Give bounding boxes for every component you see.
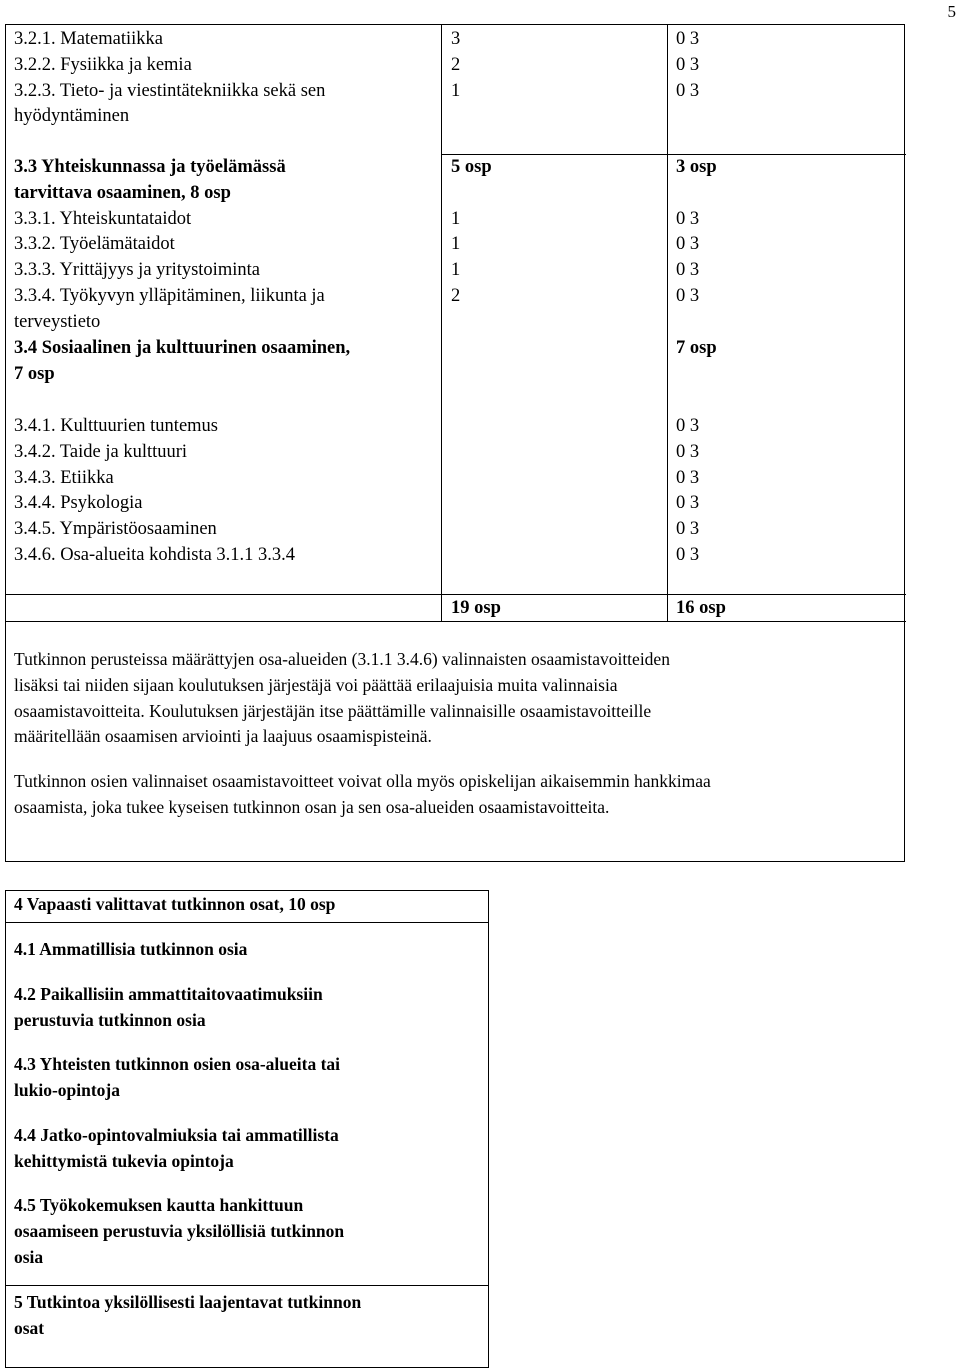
section-heading: 3.4 Sosiaalinen ja kulttuurinen osaaminen, bbox=[14, 338, 351, 358]
item-line: perustuvia tutkinnon osia bbox=[14, 1010, 206, 1030]
row-divider-totals-bottom bbox=[6, 621, 906, 622]
note-line: osaamista, joka tukee kyseisen tutkinnon osan ja sen osa-alueiden osaamistavoitteita. bbox=[14, 796, 610, 817]
optional-units-table bbox=[5, 890, 489, 1368]
section-heading: tarvittava osaaminen, 8 osp bbox=[14, 182, 231, 203]
value: 1 bbox=[451, 260, 461, 281]
label: 3.4.3. Etiikka bbox=[14, 467, 114, 488]
label: hyödyntäminen bbox=[14, 106, 130, 127]
value: 0 3 bbox=[676, 467, 700, 488]
value: 0 3 bbox=[676, 441, 700, 462]
table2-divider bbox=[6, 922, 488, 923]
grand-total-col3: 16 osp bbox=[676, 598, 726, 618]
value: 0 3 bbox=[676, 416, 700, 436]
value: 2 bbox=[451, 285, 461, 306]
col-divider-2 bbox=[667, 25, 668, 594]
label: 3.4.1. Kulttuurien tuntemus bbox=[14, 416, 218, 436]
section-total: 7 osp bbox=[676, 338, 717, 358]
label: 3.3.1. Yhteiskuntataidot bbox=[14, 208, 192, 229]
section-33-col3 bbox=[676, 155, 717, 310]
section-32-col2 bbox=[451, 27, 460, 104]
value: 0 3 bbox=[676, 29, 700, 49]
row-divider-cols bbox=[441, 154, 906, 155]
label: 3.4.4. Psykologia bbox=[14, 493, 143, 514]
section-32-col3 bbox=[676, 27, 699, 104]
col-divider-1 bbox=[441, 25, 442, 594]
value: 0 3 bbox=[676, 80, 700, 101]
note-line: määritellään osaamisen arviointi ja laajuus osaamispisteinä. bbox=[14, 726, 432, 747]
label: 3.2.2. Fysiikka ja kemia bbox=[14, 54, 192, 75]
label: 3.4.6. Osa-alueita kohdista 3.1.1 3.3.4 bbox=[14, 544, 296, 565]
table2-item bbox=[14, 1192, 474, 1270]
note-paragraph-1 bbox=[14, 647, 894, 750]
section-total: 5 osp bbox=[451, 157, 492, 177]
label: 3.3.3. Yrittäjyys ja yritystoiminta bbox=[14, 260, 260, 281]
table2-item bbox=[14, 936, 474, 962]
grand-total-col2: 19 osp bbox=[451, 598, 501, 618]
table2-footer bbox=[14, 1289, 474, 1341]
item-line: 4.1 Ammatillisia tutkinnon osia bbox=[14, 939, 248, 959]
table2-heading: 4 Vapaasti valittavat tutkinnon osat, 10 osp bbox=[14, 894, 336, 914]
table2-item bbox=[14, 981, 474, 1033]
note-paragraph-2 bbox=[14, 769, 894, 821]
section-34-heading bbox=[14, 336, 350, 388]
value: 0 3 bbox=[676, 54, 700, 75]
note-line: Tutkinnon perusteissa määrättyjen osa-alueiden (3.1.1 3.4.6) valinnaisten osaamistavoitteiden bbox=[14, 649, 670, 669]
label: terveystieto bbox=[14, 311, 101, 332]
table2-item bbox=[14, 1122, 474, 1174]
section-total: 3 osp bbox=[676, 157, 717, 177]
value: 1 bbox=[451, 80, 461, 101]
footer-line: 5 Tutkintoa yksilöllisesti laajentavat tutkinnon bbox=[14, 1292, 362, 1312]
value: 0 3 bbox=[676, 519, 700, 540]
total-divider-1 bbox=[441, 594, 442, 622]
label: 3.3.2. Työelämätaidot bbox=[14, 234, 175, 255]
item-line: 4.2 Paikallisiin ammattitaitovaatimuksiin bbox=[14, 984, 323, 1004]
note-line: lisäksi tai niiden sijaan koulutuksen järjestäjä voi päättää erilaajuisia muita valinnaisia bbox=[14, 674, 618, 695]
item-line: osia bbox=[14, 1247, 44, 1267]
page-number: 5 bbox=[947, 2, 956, 21]
section-33-col2 bbox=[451, 155, 492, 310]
section-33-labels bbox=[14, 155, 325, 336]
curriculum-table bbox=[5, 24, 905, 862]
footer-line: osat bbox=[14, 1318, 45, 1338]
note-line: Tutkinnon osien valinnaiset osaamistavoitteet voivat olla myös opiskelijan aikaisemmin hankkimaa bbox=[14, 771, 711, 791]
section-34-col3 bbox=[676, 414, 699, 569]
value: 3 bbox=[451, 29, 461, 49]
item-line: osaamiseen perustuvia yksilöllisiä tutkinnon bbox=[14, 1221, 345, 1241]
section-34-labels bbox=[14, 414, 295, 569]
label: 3.2.3. Tieto- ja viestintätekniikka sekä sen bbox=[14, 80, 326, 101]
item-line: 4.3 Yhteisten tutkinnon osien osa-alueita tai bbox=[14, 1054, 341, 1074]
value: 0 3 bbox=[676, 208, 700, 229]
label: 3.4.2. Taide ja kulttuuri bbox=[14, 441, 188, 462]
value: 0 3 bbox=[676, 260, 700, 281]
value: 0 3 bbox=[676, 493, 700, 514]
note-line: osaamistavoitteita. Koulutuksen järjestäjän itse päättämille valinnaisille osaamistavoitteille bbox=[14, 700, 652, 721]
value: 0 3 bbox=[676, 544, 700, 565]
section-heading: 7 osp bbox=[14, 363, 55, 384]
section-32-labels bbox=[14, 27, 325, 130]
item-line: 4.4 Jatko-opintovalmiuksia tai ammatillista bbox=[14, 1125, 339, 1145]
item-line: 4.5 Työkokemuksen kautta hankittuun bbox=[14, 1195, 304, 1215]
value: 2 bbox=[451, 54, 461, 75]
item-line: lukio-opintoja bbox=[14, 1080, 120, 1100]
section-heading: 3.3 Yhteiskunnassa ja työelämässä bbox=[14, 157, 286, 177]
value: 0 3 bbox=[676, 234, 700, 255]
label: 3.3.4. Työkyvyn ylläpitäminen, liikunta ja bbox=[14, 285, 325, 306]
total-divider-2 bbox=[667, 594, 668, 622]
table2-footer-divider bbox=[6, 1285, 488, 1286]
value: 1 bbox=[451, 208, 461, 229]
table2-item bbox=[14, 1051, 474, 1103]
value: 0 3 bbox=[676, 285, 700, 306]
item-line: kehittymistä tukevia opintoja bbox=[14, 1151, 234, 1171]
section-34-total bbox=[676, 336, 717, 362]
label: 3.4.5. Ympäristöosaaminen bbox=[14, 519, 217, 540]
value: 1 bbox=[451, 234, 461, 255]
label: 3.2.1. Matematiikka bbox=[14, 29, 163, 49]
